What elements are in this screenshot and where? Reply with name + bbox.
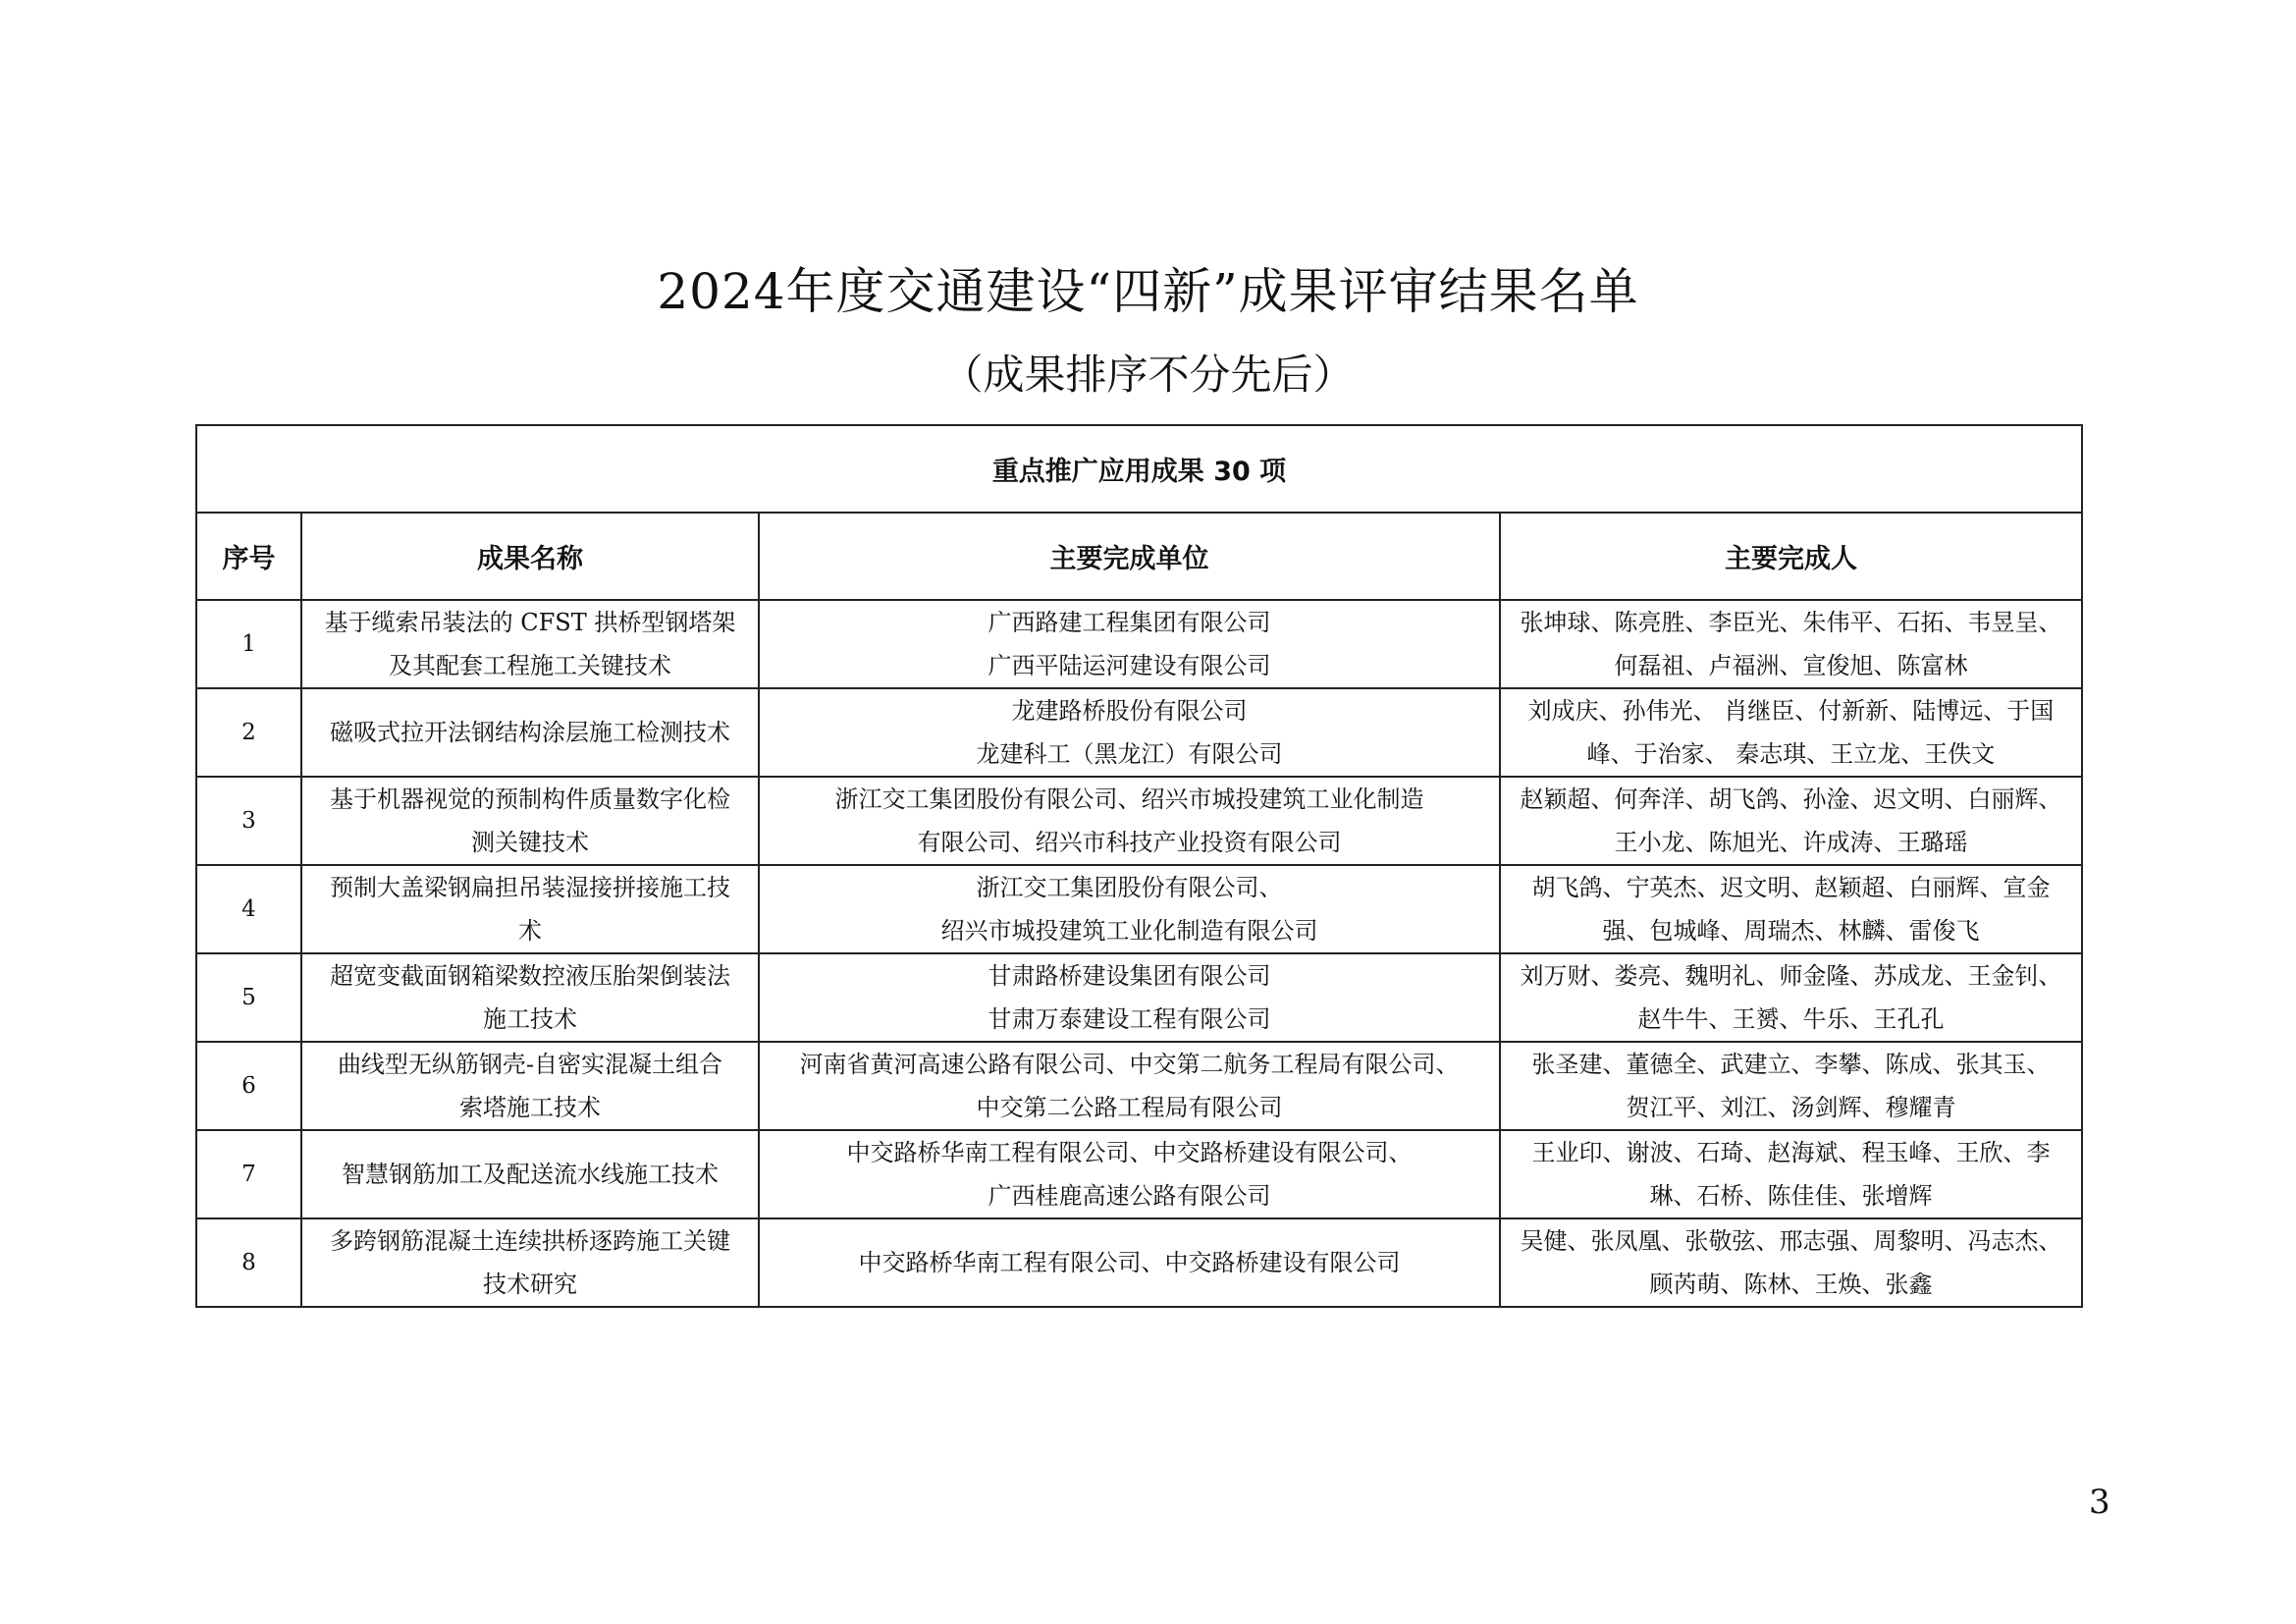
cell-unit-line: 中交第二公路工程局有限公司 — [976, 1094, 1283, 1121]
cell-name-line: 多跨钢筋混凝土连续拱桥逐跨施工关键 — [330, 1227, 730, 1255]
cell-unit — [759, 600, 1500, 688]
cell-unit — [759, 1042, 1500, 1130]
cell-unit-line: 甘肃路桥建设集团有限公司 — [988, 962, 1271, 990]
cell-name — [301, 1042, 759, 1130]
cell-people-line: 赵牛牛、王赟、牛乐、王孔孔 — [1637, 1005, 1945, 1033]
cell-people-line: 峰、于治家、 秦志琪、王立龙、王佚文 — [1586, 740, 1996, 768]
cell-people — [1500, 600, 2082, 688]
cell-unit-line: 龙建科工（黑龙江）有限公司 — [976, 740, 1283, 768]
column-header-seq: 序号 — [196, 513, 301, 600]
cell-people — [1500, 1218, 2082, 1307]
cell-people-line: 顾芮萌、陈林、王焕、张鑫 — [1649, 1271, 1933, 1298]
document-subtitle: （成果排序不分先后） — [941, 351, 1355, 399]
cell-people — [1500, 1042, 2082, 1130]
table-row — [196, 600, 2082, 688]
cell-seq: 4 — [196, 865, 301, 953]
cell-unit-line: 广西平陆运河建设有限公司 — [988, 652, 1271, 679]
cell-people — [1500, 865, 2082, 953]
cell-people-line: 贺江平、刘江、汤剑辉、穆耀青 — [1626, 1094, 1956, 1121]
table-row — [196, 865, 2082, 953]
cell-unit-line: 浙江交工集团股份有限公司、 — [976, 874, 1283, 901]
table-row — [196, 688, 2082, 777]
results-body — [196, 600, 2082, 1307]
cell-unit-line: 广西路建工程集团有限公司 — [988, 609, 1271, 636]
cell-people-line: 胡飞鸽、宁英杰、迟文明、赵颖超、白丽辉、宣金 — [1531, 874, 2051, 901]
cell-people-line: 赵颖超、何奔洋、胡飞鸽、孙淦、迟文明、白丽辉、 — [1520, 785, 2062, 813]
cell-unit — [759, 865, 1500, 953]
cell-seq: 5 — [196, 953, 301, 1042]
document-title: 2024年度交通建设“四新”成果评审结果名单 — [657, 263, 1639, 320]
cell-unit — [759, 953, 1500, 1042]
column-header-people: 主要完成人 — [1500, 513, 2082, 600]
results-table — [195, 424, 2083, 1308]
cell-people — [1500, 777, 2082, 865]
column-header-row — [196, 513, 2082, 600]
cell-people-line: 强、包城峰、周瑞杰、林麟、雷俊飞 — [1602, 917, 1980, 945]
cell-unit — [759, 1130, 1500, 1218]
column-header-name: 成果名称 — [301, 513, 759, 600]
cell-people-line: 王小龙、陈旭光、许成涛、王璐瑶 — [1614, 829, 1968, 856]
cell-unit-line: 有限公司、绍兴市科技产业投资有限公司 — [917, 829, 1342, 856]
cell-unit-line: 绍兴市城投建筑工业化制造有限公司 — [940, 917, 1318, 945]
cell-people — [1500, 953, 2082, 1042]
cell-unit-line: 中交路桥华南工程有限公司、中交路桥建设有限公司 — [858, 1249, 1401, 1276]
cell-people-line: 何磊祖、卢福洲、宣俊旭、陈富林 — [1614, 652, 1968, 679]
cell-name — [301, 600, 759, 688]
cell-name — [301, 953, 759, 1042]
cell-people-line: 王业印、谢波、石琦、赵海斌、程玉峰、王欣、李 — [1531, 1139, 2051, 1166]
cell-name-line: 施工技术 — [483, 1005, 577, 1033]
table-row — [196, 1042, 2082, 1130]
cell-name-line: 智慧钢筋加工及配送流水线施工技术 — [342, 1161, 719, 1188]
cell-unit-line: 龙建路桥股份有限公司 — [1011, 697, 1248, 725]
page-number: 3 — [2089, 1483, 2110, 1522]
cell-name — [301, 1218, 759, 1307]
cell-name — [301, 777, 759, 865]
cell-name — [301, 1130, 759, 1218]
cell-name-line: 基于机器视觉的预制构件质量数字化检 — [330, 785, 730, 813]
cell-name — [301, 865, 759, 953]
cell-unit-line: 甘肃万泰建设工程有限公司 — [988, 1005, 1271, 1033]
table-row — [196, 1218, 2082, 1307]
cell-people-line: 琳、石桥、陈佳佳、张增辉 — [1649, 1182, 1933, 1210]
cell-name-line: 技术研究 — [483, 1271, 577, 1298]
cell-unit — [759, 688, 1500, 777]
cell-unit-line: 广西桂鹿高速公路有限公司 — [988, 1182, 1271, 1210]
cell-unit-line: 河南省黄河高速公路有限公司、中交第二航务工程局有限公司、 — [799, 1051, 1460, 1078]
cell-unit-line: 中交路桥华南工程有限公司、中交路桥建设有限公司、 — [846, 1139, 1413, 1166]
table-row — [196, 953, 2082, 1042]
cell-unit — [759, 1218, 1500, 1307]
cell-seq: 7 — [196, 1130, 301, 1218]
cell-name-line: 超宽变截面钢箱梁数控液压胎架倒装法 — [330, 962, 730, 990]
cell-people — [1500, 1130, 2082, 1218]
cell-seq: 2 — [196, 688, 301, 777]
cell-name-line: 及其配套工程施工关键技术 — [389, 652, 671, 679]
cell-name-line: 测关键技术 — [471, 829, 589, 856]
cell-name-line: 曲线型无纵筋钢壳-自密实混凝土组合 — [337, 1051, 723, 1078]
cell-name-line: 索塔施工技术 — [459, 1094, 601, 1121]
cell-seq: 1 — [196, 600, 301, 688]
cell-name-line: 磁吸式拉开法钢结构涂层施工检测技术 — [330, 719, 730, 746]
cell-people-line: 刘万财、娄亮、魏明礼、师金隆、苏成龙、王金钊、 — [1520, 962, 2062, 990]
cell-unit-line: 浙江交工集团股份有限公司、绍兴市城投建筑工业化制造 — [834, 785, 1424, 813]
cell-seq: 6 — [196, 1042, 301, 1130]
cell-people-line: 张坤球、陈亮胜、李臣光、朱伟平、石拓、韦昱呈、 — [1520, 609, 2062, 636]
cell-people-line: 刘成庆、孙伟光、 肖继臣、付新新、陆博远、于国 — [1527, 697, 2055, 725]
cell-people-line: 张圣建、董德全、武建立、李攀、陈成、张其玉、 — [1531, 1051, 2051, 1078]
cell-name — [301, 688, 759, 777]
cell-people — [1500, 688, 2082, 777]
section-header-row — [196, 425, 2082, 513]
section-title: 重点推广应用成果 30 项 — [196, 425, 2082, 513]
cell-seq: 8 — [196, 1218, 301, 1307]
cell-unit — [759, 777, 1500, 865]
cell-seq: 3 — [196, 777, 301, 865]
table-row — [196, 1130, 2082, 1218]
cell-name-line: 基于缆索吊装法的 CFST 拱桥型钢塔架 — [324, 609, 736, 636]
cell-name-line: 预制大盖梁钢扁担吊装湿接拼接施工技 — [330, 874, 730, 901]
cell-people-line: 吴健、张凤凰、张敬弦、邢志强、周黎明、冯志杰、 — [1520, 1227, 2062, 1255]
column-header-unit: 主要完成单位 — [759, 513, 1500, 600]
cell-name-line: 术 — [518, 917, 542, 945]
table-row — [196, 777, 2082, 865]
